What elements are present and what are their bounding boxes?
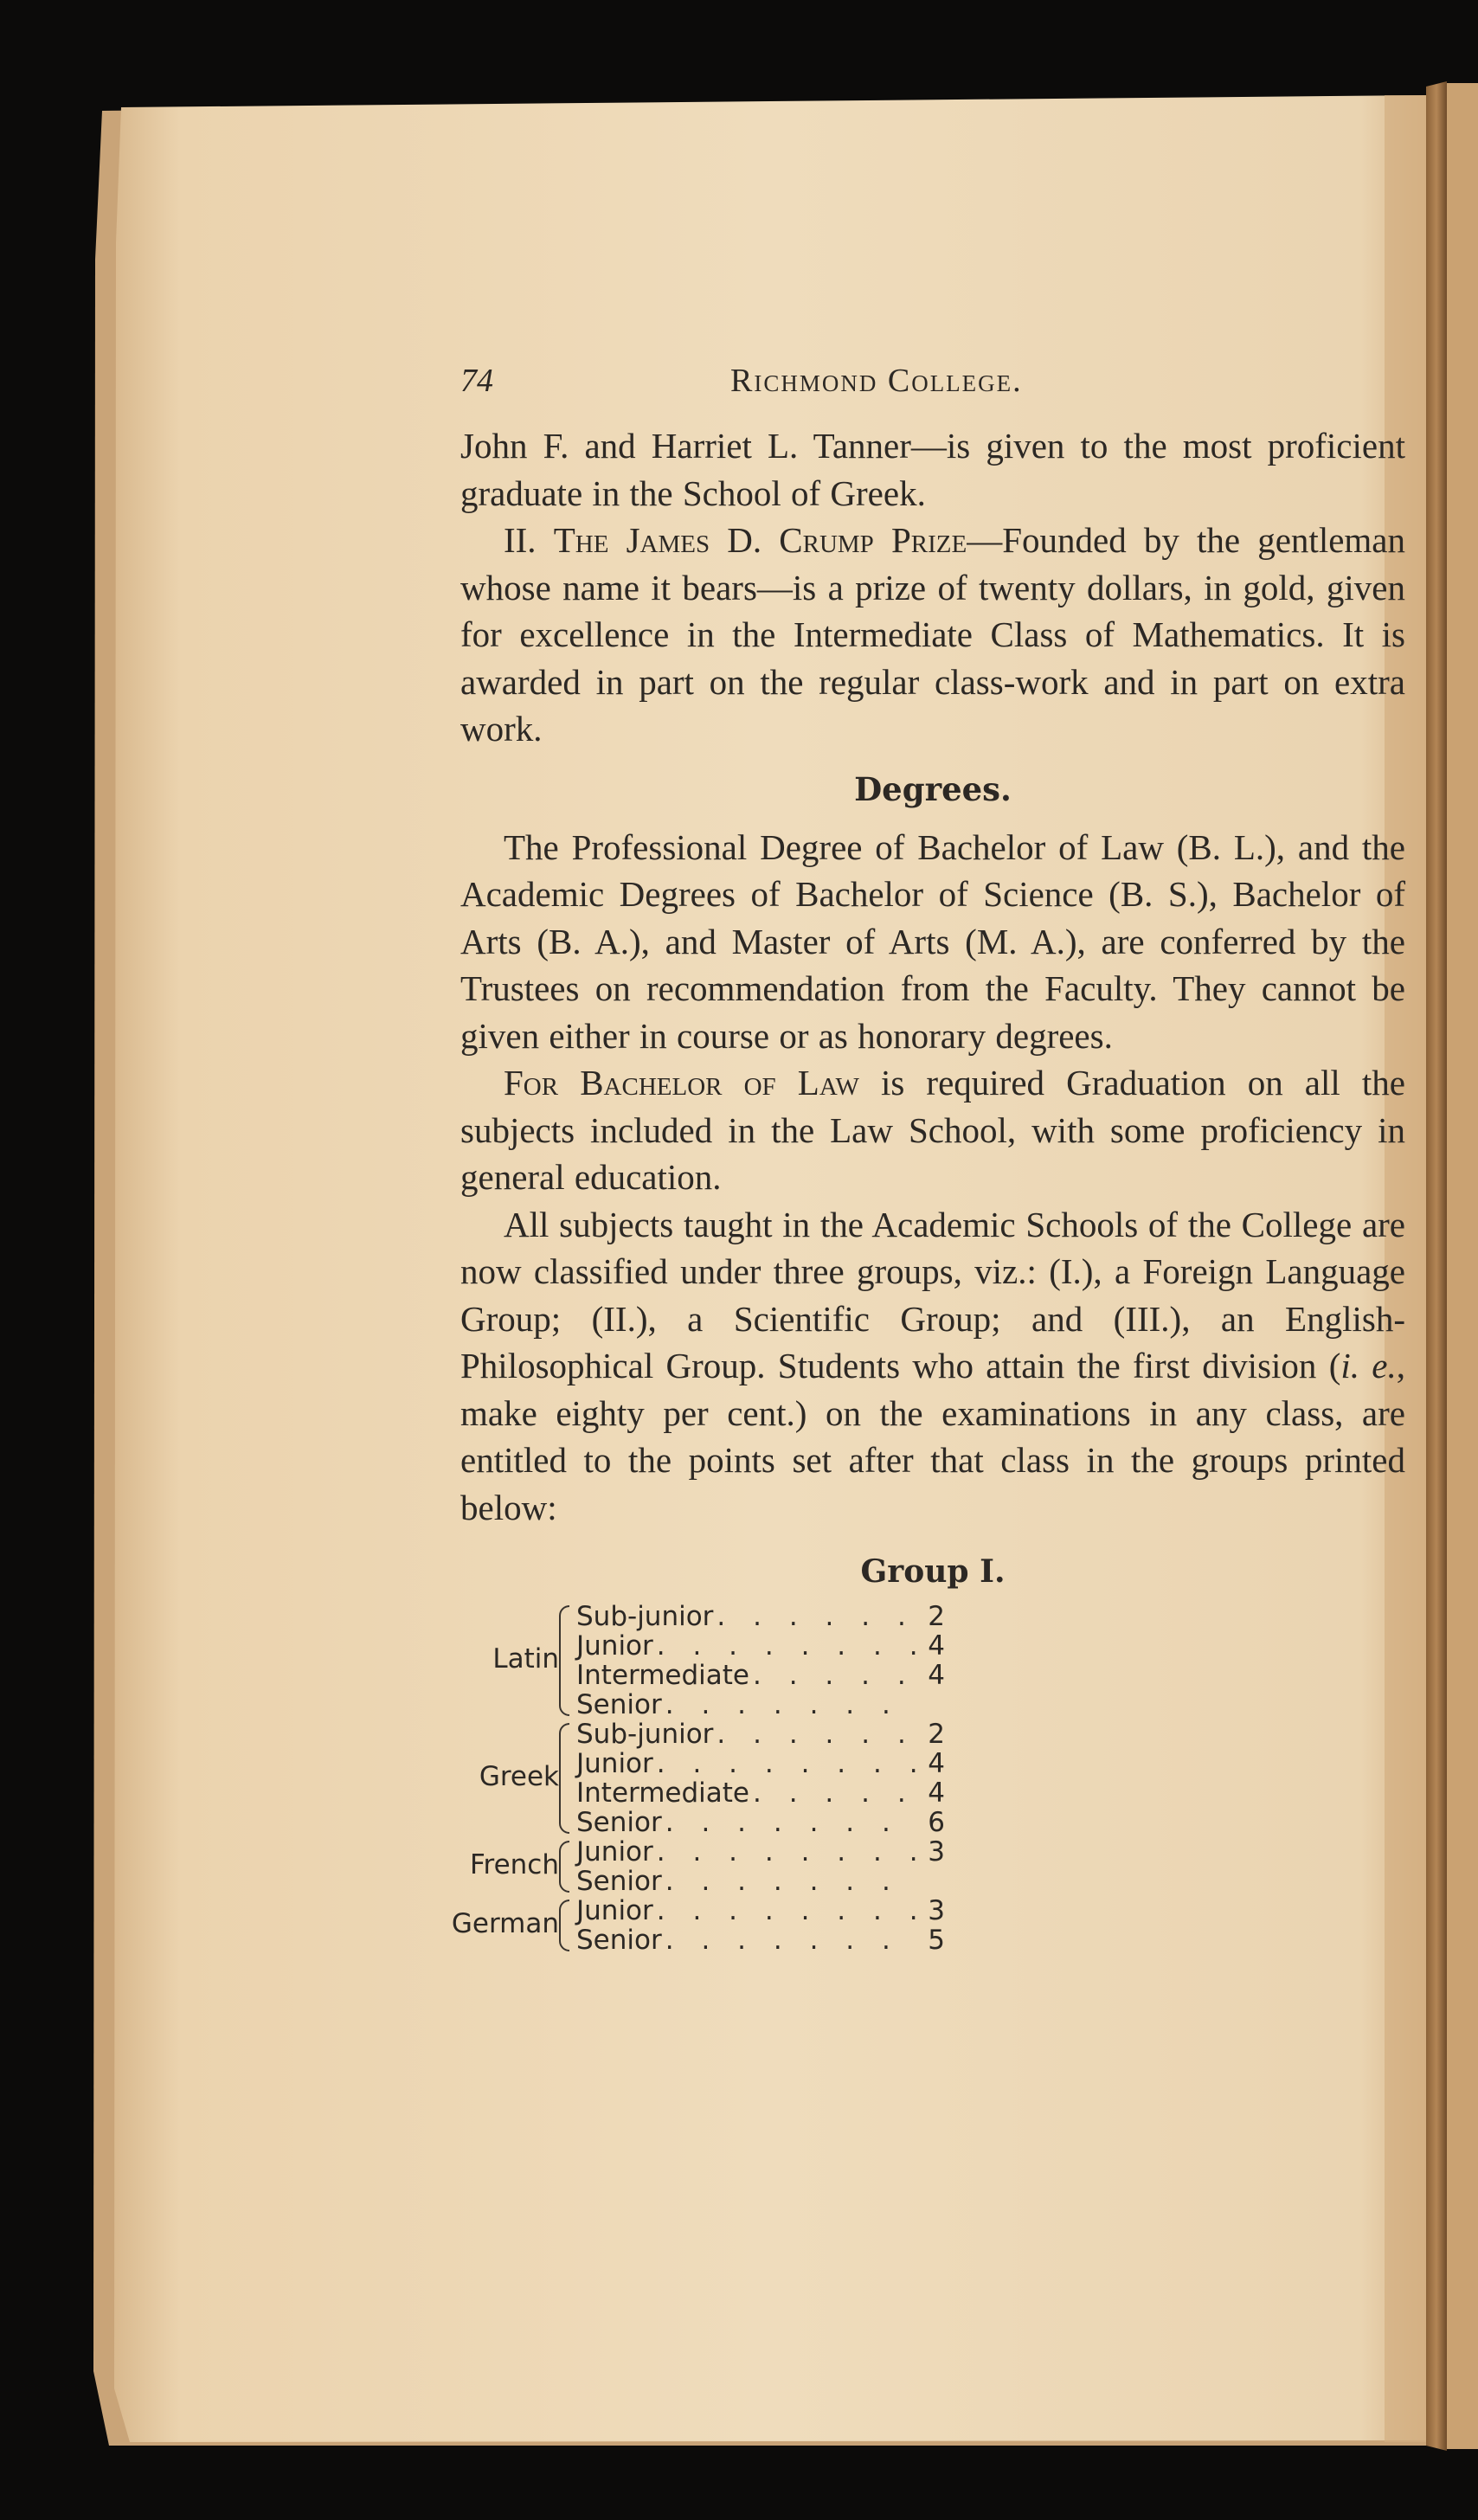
class-name: Senior: [576, 1866, 662, 1897]
points-value: 5: [928, 1925, 945, 1956]
class-name: Junior: [576, 1748, 653, 1779]
language-group: [469, 1836, 945, 1897]
book-spine: [1426, 81, 1447, 2451]
groups-text-a: All subjects taught in the Academic Schools of the College are now classified under three groups, viz.: (I.), a Foreign Language Group; (II.), a Scientific Group; and (III.), an English-Philosophical Group. Students who attain the first division (: [460, 1204, 1405, 1385]
points-value: 2: [928, 1719, 945, 1750]
class-name: Senior: [576, 1925, 662, 1956]
class-row: [576, 1837, 945, 1867]
points-value: 4: [928, 1630, 945, 1662]
language-label: German: [451, 1908, 559, 1939]
dot-leader: [665, 1867, 919, 1896]
prize-name: The James D. Crump Prize: [553, 520, 967, 560]
points-value: 4: [928, 1660, 945, 1691]
running-head: [460, 362, 1405, 422]
paragraph-bachelor-of-law: [460, 1059, 1405, 1201]
points-value: 2: [928, 1601, 945, 1632]
language-group: [492, 1601, 945, 1720]
group-one-table: [451, 1601, 945, 1956]
points-value: 6: [928, 1807, 945, 1838]
bachelor-of-law-text: is required Graduation on all the subjects included in the Law School, with some proficiency in general education.: [460, 1063, 1405, 1197]
dot-leader: [657, 1631, 919, 1661]
class-row: [576, 1896, 945, 1925]
roman-numeral: II.: [504, 520, 554, 560]
class-row: [576, 1925, 945, 1955]
dot-leader: [753, 1661, 919, 1690]
brace: [559, 1900, 569, 1951]
points-value: 3: [928, 1836, 945, 1868]
paragraph-groups: [460, 1201, 1405, 1532]
class-row: [576, 1867, 945, 1896]
group-heading: Group I.: [860, 1553, 1006, 1590]
class-row: [576, 1778, 945, 1808]
dot-leader: [665, 1925, 919, 1955]
class-row: [576, 1631, 945, 1661]
next-page-edge: [1447, 83, 1478, 2449]
dot-leader: [717, 1602, 919, 1631]
class-row: [576, 1749, 945, 1778]
section-heading-degrees: Degrees.: [854, 769, 1012, 808]
brace: [559, 1723, 569, 1834]
prize-description: —Founded by the gentleman whose name it bears—is a prize of twenty dollars, in gold, given for excellence in the Intermediate Class of Mathematics. It is awarded in part on the regular class-work and in part on extra work.: [460, 520, 1405, 749]
dot-leader: [657, 1837, 919, 1867]
class-name: Sub-junior: [576, 1601, 714, 1632]
points-value: 4: [928, 1748, 945, 1779]
running-title: Richmond College.: [730, 363, 1023, 399]
class-row: [576, 1602, 945, 1631]
language-group: [451, 1895, 945, 1956]
language-label: French: [469, 1849, 559, 1880]
class-name: Senior: [576, 1689, 662, 1720]
language-group: [479, 1719, 945, 1838]
dot-leader: [753, 1778, 919, 1808]
paragraph-tanner-prize: John F. and Harriet L. Tanner—is given to the most proficient graduate in the School of Greek.: [460, 426, 1405, 513]
points-value: 3: [928, 1895, 945, 1926]
class-name: Sub-junior: [576, 1719, 714, 1750]
dot-leader: [665, 1690, 919, 1720]
class-name: Intermediate: [576, 1778, 750, 1809]
page-number: 74: [460, 363, 493, 399]
dot-leader: [665, 1808, 919, 1837]
class-name: Junior: [576, 1630, 653, 1662]
groups-text-ie: i. e.: [1340, 1346, 1397, 1385]
class-name: Senior: [576, 1807, 662, 1838]
bachelor-of-law-lead: For Bachelor of Law: [504, 1063, 859, 1102]
groups-text-b: , make eighty per cent.) on the examinations in any class, are entitled to the points set after that class in the groups printed below:: [460, 1346, 1406, 1527]
page-content: [451, 362, 1406, 1956]
class-row: [576, 1690, 945, 1720]
points-value: 4: [928, 1778, 945, 1809]
dot-leader: [657, 1896, 919, 1925]
paragraph-crump-prize: [460, 517, 1405, 753]
class-row: [576, 1661, 945, 1690]
class-row: [576, 1808, 945, 1837]
class-row: [576, 1720, 945, 1749]
language-label: Greek: [479, 1761, 559, 1792]
class-name: Junior: [576, 1895, 653, 1926]
brace: [559, 1841, 569, 1893]
dot-leader: [717, 1720, 919, 1749]
brace: [559, 1605, 569, 1716]
paragraph-degrees: The Professional Degree of Bachelor of Law (B. L.), and the Academic Degrees of Bachelor of Science (B. S.), Bachelor of Arts (B. A.), and Master of Arts (M. A.), are conferred by the Trustees on recommendation from the Faculty. They cannot be given either in course or as honorary degrees.: [460, 826, 1405, 1056]
class-name: Intermediate: [576, 1660, 750, 1691]
language-label: Latin: [492, 1643, 559, 1675]
class-name: Junior: [576, 1836, 653, 1868]
dot-leader: [657, 1749, 919, 1778]
